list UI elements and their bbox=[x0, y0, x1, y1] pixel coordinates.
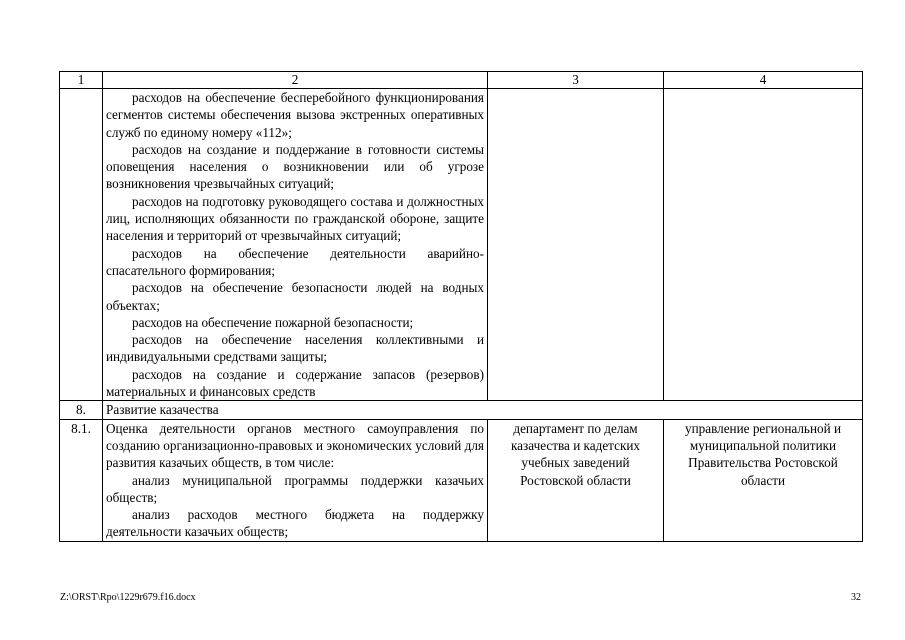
item-coexecutor: управление региональной и муниципальной политики Правительства Ростовской области bbox=[664, 419, 863, 541]
expense-item: расходов на обеспечение бесперебойного функционирования сегментов системы обеспечения вызова экстренных оперативных служб по единому номеру «112»; bbox=[106, 90, 484, 140]
footer-page-number: 32 bbox=[851, 592, 861, 603]
expense-item: расходов на создание и поддержание в готовности системы оповещения населения о возникновении или об угрозе возникновения чрезвычайных ситуаций; bbox=[106, 141, 484, 192]
continuation-row bbox=[60, 89, 863, 401]
table-header-row bbox=[60, 72, 863, 89]
item-executor: департамент по делам казачества и кадетских учебных заведений Ростовской области bbox=[488, 419, 664, 541]
continuation-text-cell bbox=[103, 89, 488, 401]
analysis-item: анализ расходов местного бюджета на поддержку деятельности казачьих обществ; bbox=[106, 507, 484, 540]
expense-item: расходов на обеспечение населения коллективными и индивидуальными средствами защиты; bbox=[106, 332, 484, 365]
continuation-num-cell bbox=[60, 89, 103, 401]
expense-item: расходов на обеспечение деятельности аварийно-спасательного формирования; bbox=[106, 245, 484, 278]
expense-item: расходов на обеспечение пожарной безопасности; bbox=[132, 314, 414, 330]
item-text-cell bbox=[103, 419, 488, 541]
header-col-3: 3 bbox=[488, 72, 664, 89]
continuation-coexecutor-cell bbox=[664, 89, 863, 401]
header-col-2: 2 bbox=[103, 72, 488, 89]
section-row bbox=[60, 401, 863, 419]
expense-item: расходов на обеспечение безопасности людей на водных объектах; bbox=[106, 280, 484, 313]
section-number: 8. bbox=[60, 401, 103, 419]
continuation-executor-cell bbox=[488, 89, 664, 401]
header-col-4: 4 bbox=[664, 72, 863, 89]
analysis-item: анализ муниципальной программы поддержки казачьих обществ; bbox=[106, 472, 484, 505]
header-col-1: 1 bbox=[60, 72, 103, 89]
footer-file-path: Z:\ORST\Rpo\1229r679.f16.docx bbox=[60, 592, 196, 603]
item-number: 8.1. bbox=[60, 419, 103, 541]
document-table bbox=[59, 71, 863, 542]
expense-item: расходов на подготовку руководящего состава и должностных лиц, исполняющих обязанности по гражданской обороне, защите населения и территорий от чрезвычайных ситуаций; bbox=[106, 193, 484, 244]
item-lead-text: Оценка деятельности органов местного самоуправления по созданию организационно-правовых и экономических условий для развития казачьих обществ, в том числе: bbox=[106, 420, 484, 471]
item-row bbox=[60, 419, 863, 541]
section-title: Развитие казачества bbox=[103, 401, 863, 419]
expense-item: расходов на создание и содержание запасов (резервов) материальных и финансовых средств bbox=[106, 366, 484, 400]
